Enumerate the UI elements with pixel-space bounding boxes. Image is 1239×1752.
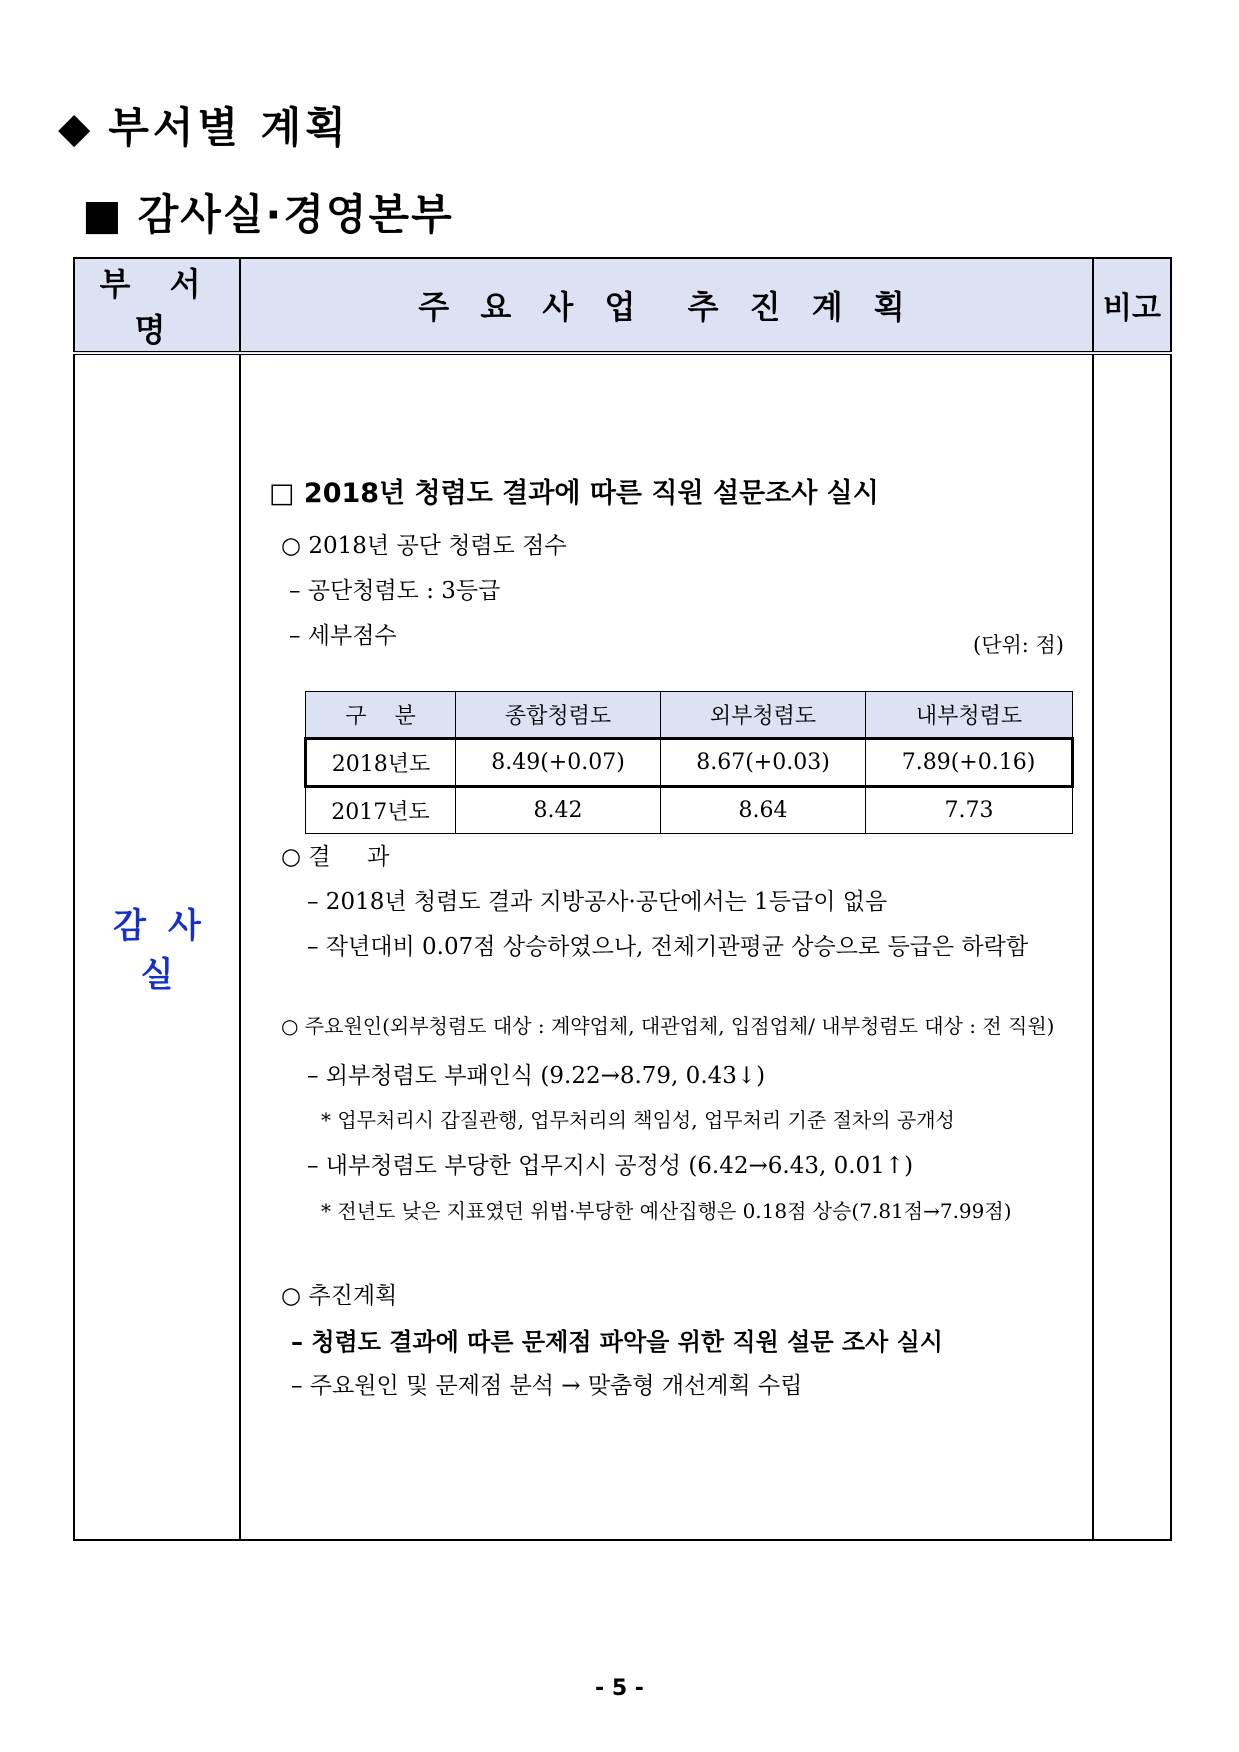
score-header-cell: 종합청렴도 <box>456 692 661 739</box>
score-cell: 2018년도 <box>306 739 456 787</box>
score-header-cell: 구 분 <box>306 692 456 739</box>
plan-heading: ○ 추진계획 <box>281 1283 398 1309</box>
sub-heading <box>82 182 454 242</box>
score-header-cell: 내부청렴도 <box>866 692 1073 739</box>
plan-line: – 주요원인 및 문제점 분석 → 맞춤형 개선계획 수립 <box>291 1373 803 1399</box>
plan-table-header <box>74 258 1171 353</box>
square-icon: ■ <box>82 190 124 239</box>
note-cell <box>1093 353 1171 1540</box>
result-heading: ○ 결 과 <box>281 844 390 870</box>
score-row-2017 <box>306 787 1073 834</box>
cause-external: – 외부청렴도 부패인식 (9.22→8.79, 0.43↓) <box>307 1063 766 1089</box>
score-cell: 8.49(+0.07) <box>456 739 661 787</box>
header-note: 비고 <box>1093 258 1171 353</box>
page-number: - 5 - <box>595 1676 644 1701</box>
cause-internal: – 내부청렴도 부당한 업무지시 공정성 (6.42→6.43, 0.01↑) <box>307 1153 914 1179</box>
sub-heading-text: 감사실·경영본부 <box>137 190 454 239</box>
header-dept: 부 서 명 <box>74 258 240 353</box>
score-cell: 8.67(+0.03) <box>661 739 866 787</box>
grade-line: – 공단청렴도 : 3등급 <box>289 578 501 604</box>
unit-label: (단위: 점) <box>973 633 1064 657</box>
section-heading-text: 부서별 계획 <box>108 103 350 152</box>
dept-name: 감사실 <box>74 353 240 1540</box>
score-cell: 7.73 <box>866 787 1073 834</box>
score-heading: ○ 2018년 공단 청렴도 점수 <box>281 533 567 559</box>
score-table-header <box>306 692 1073 739</box>
score-header-cell: 외부청렴도 <box>661 692 866 739</box>
score-cell: 8.42 <box>456 787 661 834</box>
cause-internal-note: * 전년도 낮은 지표였던 위법·부당한 예산집행은 0.18점 상승(7.81점→7.99점) <box>321 1199 1012 1223</box>
detail-line: – 세부점수 <box>289 623 397 649</box>
plan-table <box>73 257 1172 1541</box>
plan-bold-line: – 청렴도 결과에 따른 문제점 파악을 위한 직원 설문 조사 실시 <box>291 1328 943 1356</box>
score-cell: 7.89(+0.16) <box>866 739 1073 787</box>
score-cell: 2017년도 <box>306 787 456 834</box>
score-table <box>304 691 1074 834</box>
result-line: – 작년대비 0.07점 상승하였으나, 전체기관평균 상승으로 등급은 하락함 <box>307 934 1029 960</box>
cause-heading: ○ 주요원인(외부청렴도 대상 : 계약업체, 대관업체, 입점업체/ 내부청렴도 대상 : 전 직원) <box>281 1014 1055 1038</box>
plan-title: □ 2018년 청렴도 결과에 따른 직원 설문조사 실시 <box>269 478 879 509</box>
plan-content <box>240 353 1093 1540</box>
plan-table-row <box>74 353 1171 1540</box>
score-cell: 8.64 <box>661 787 866 834</box>
section-heading <box>58 95 350 155</box>
diamond-icon: ◆ <box>58 103 95 152</box>
result-line: – 2018년 청렴도 결과 지방공사·공단에서는 1등급이 없음 <box>307 889 888 915</box>
score-row-2018 <box>306 739 1073 787</box>
cause-external-note: * 업무처리시 갑질관행, 업무처리의 책임성, 업무처리 기준 절차의 공개성 <box>321 1108 955 1132</box>
header-plan: 주 요 사 업 추 진 계 획 <box>240 258 1093 353</box>
